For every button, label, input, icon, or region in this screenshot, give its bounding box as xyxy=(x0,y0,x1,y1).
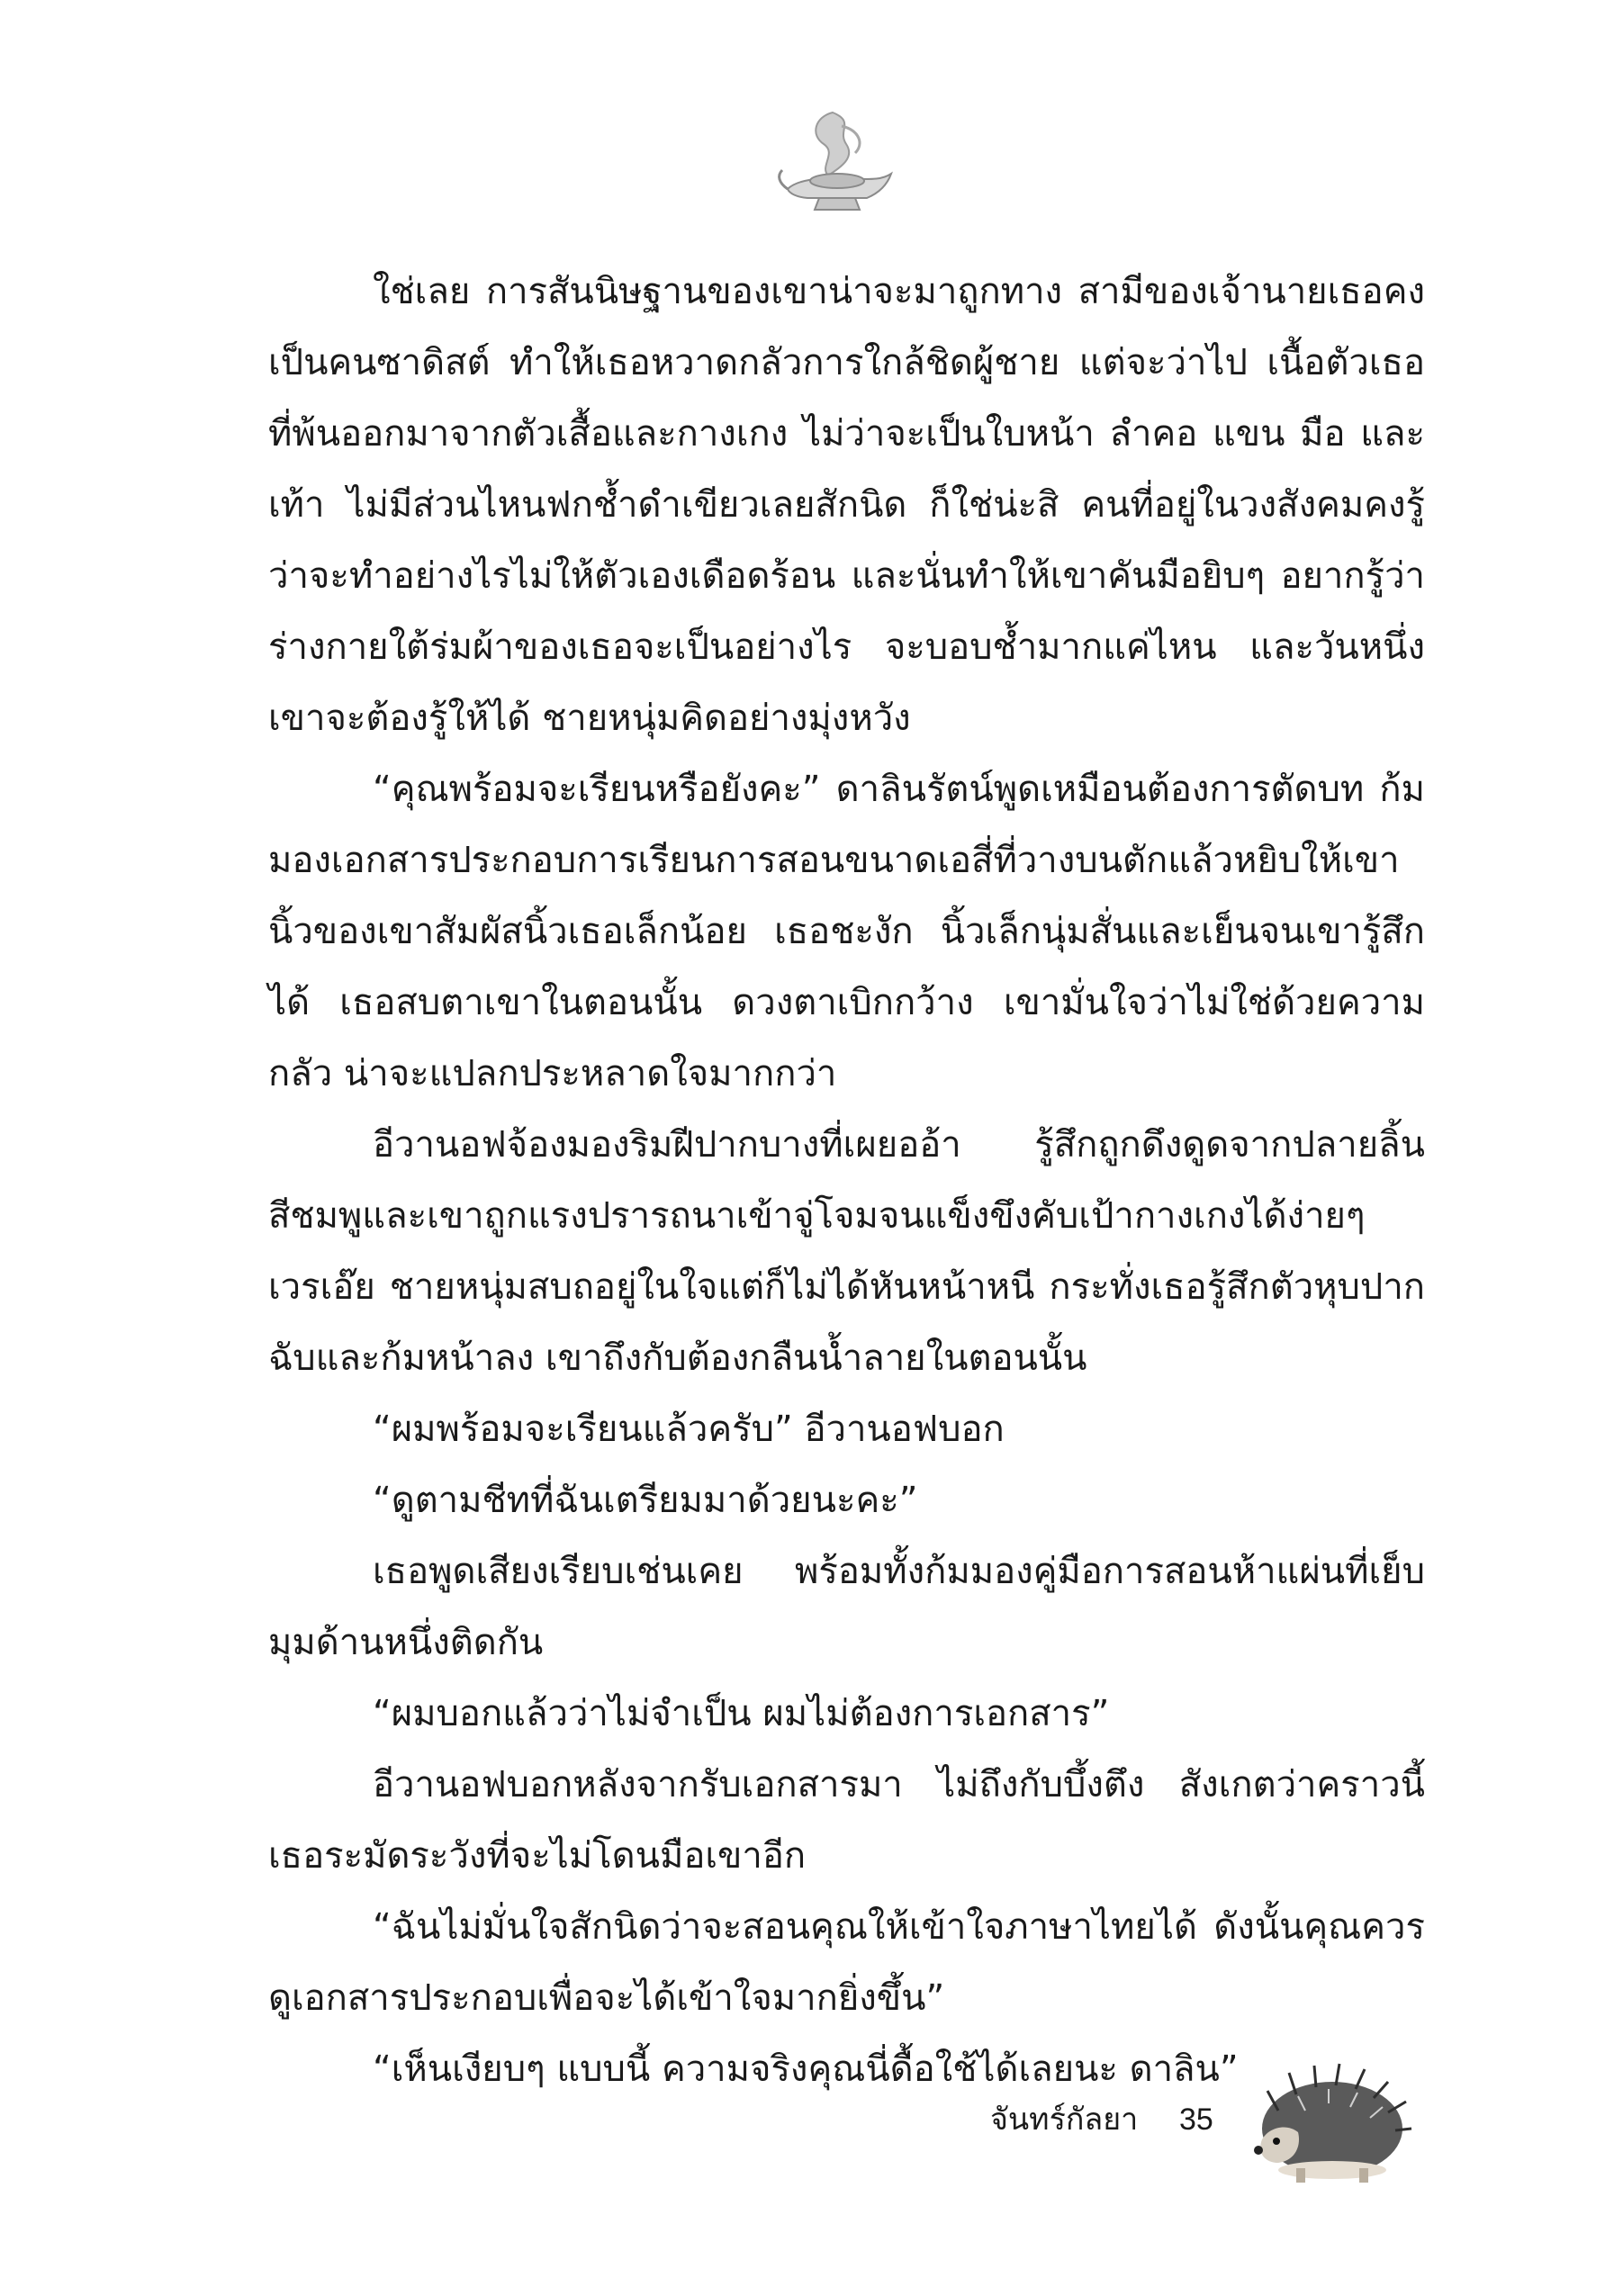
paragraph: “คุณพร้อมจะเรียนหรือยังคะ” ดาลินรัตน์พูดเหมือนต้องการตัดบท ก้มมองเอกสารประกอบการเรียนการสอนขนาดเอสี่ที่วางบนตักแล้วหยิบให้เขา นิ้วของเขาสัมผัสนิ้วเธอเล็กน้อย เธอชะงัก นิ้วเล็กนุ่มสั่นและเย็นจนเขารู้สึกได้ เธอสบตาเขาในตอนนั้น ดวงตาเบิกกว้าง เขามั่นใจว่าไม่ใช่ด้วยความกลัว น่าจะแปลกประหลาดใจมากกว่า xyxy=(268,769,1425,1094)
body-text xyxy=(268,257,1425,2105)
paragraph: “ผมบอกแล้วว่าไม่จำเป็น ผมไม่ต้องการเอกสาร” xyxy=(373,1693,1110,1734)
paragraph: ใช่เลย การสันนิษฐานของเขาน่าจะมาถูกทาง สามีของเจ้านายเธอคงเป็นคนซาดิสต์ ทำให้เธอหวาดกลัวการใกล้ชิดผู้ชาย แต่จะว่าไป เนื้อตัวเธอที่พ้นออกมาจากตัวเสื้อและกางเกง ไม่ว่าจะเป็นใบหน้า ลำคอ แขน มือ และเท้า ไม่มีส่วนไหนฟกช้ำดำเขียวเลยสักนิด ก็ใช่น่ะสิ คนที่อยู่ในวงสังคมคงรู้ว่าจะทำอย่างไรไม่ให้ตัวเองเดือดร้อน และนั่นทำให้เขาคันมือยิบๆ อยากรู้ว่าร่างกายใต้ร่มผ้าของเธอจะเป็นอย่างไร จะบอบช้ำมากแค่ไหน และวันหนึ่งเขาจะต้องรู้ให้ได้ ชายหนุ่มคิดอย่างมุ่งหวัง xyxy=(268,271,1425,739)
paragraph: “เห็นเงียบๆ แบบนี้ ความจริงคุณนี่ดื้อใช้ได้เลยนะ ดาลิน” xyxy=(373,2048,1239,2090)
paragraph: อีวานอฟบอกหลังจากรับเอกสารมา ไม่ถึงกับบึ้งตึง สังเกตว่าคราวนี้เธอระมัดระวังที่จะไม่โดนมือเขาอีก xyxy=(268,1764,1425,1877)
running-footer-title: จันทร์กัลยา xyxy=(990,2102,1139,2138)
paragraph: “ผมพร้อมจะเรียนแล้วครับ” อีวานอฟบอก xyxy=(373,1409,1005,1450)
paragraph: “ดูตามชีทที่ฉันเตรียมมาด้วยนะคะ” xyxy=(373,1480,918,1521)
paragraph: “ฉันไม่มั่นใจสักนิดว่าจะสอนคุณให้เข้าใจภาษาไทยได้ ดังนั้นคุณควรดูเอกสารประกอบเพื่อจะได้เข้าใจมากยิ่งขึ้น” xyxy=(268,1906,1425,2019)
hedgehog-icon xyxy=(1242,2057,1413,2192)
page-number: 35 xyxy=(1179,2102,1213,2137)
page-footer xyxy=(990,2057,1422,2219)
genie-lamp-icon xyxy=(770,104,905,230)
paragraph: อีวานอฟจ้องมองริมฝีปากบางที่เผยออ้า รู้สึกถูกดึงดูดจากปลายลิ้นสีชมพูและเขาถูกแรงปรารถนาเข้าจู่โจมจนแข็งขึงคับเป้ากางเกงได้ง่ายๆ เวรเอ๊ย ชายหนุ่มสบถอยู่ในใจแต่ก็ไม่ได้หันหน้าหนี กระทั่งเธอรู้สึกตัวหุบปากฉับและก้มหน้าลง เขาถึงกับต้องกลืนน้ำลายในตอนนั้น xyxy=(268,1124,1425,1379)
paragraph: เธอพูดเสียงเรียบเช่นเคย พร้อมทั้งก้มมองคู่มือการสอนห้าแผ่นที่เย็บมุมด้านหนึ่งติดกัน xyxy=(268,1551,1425,1663)
